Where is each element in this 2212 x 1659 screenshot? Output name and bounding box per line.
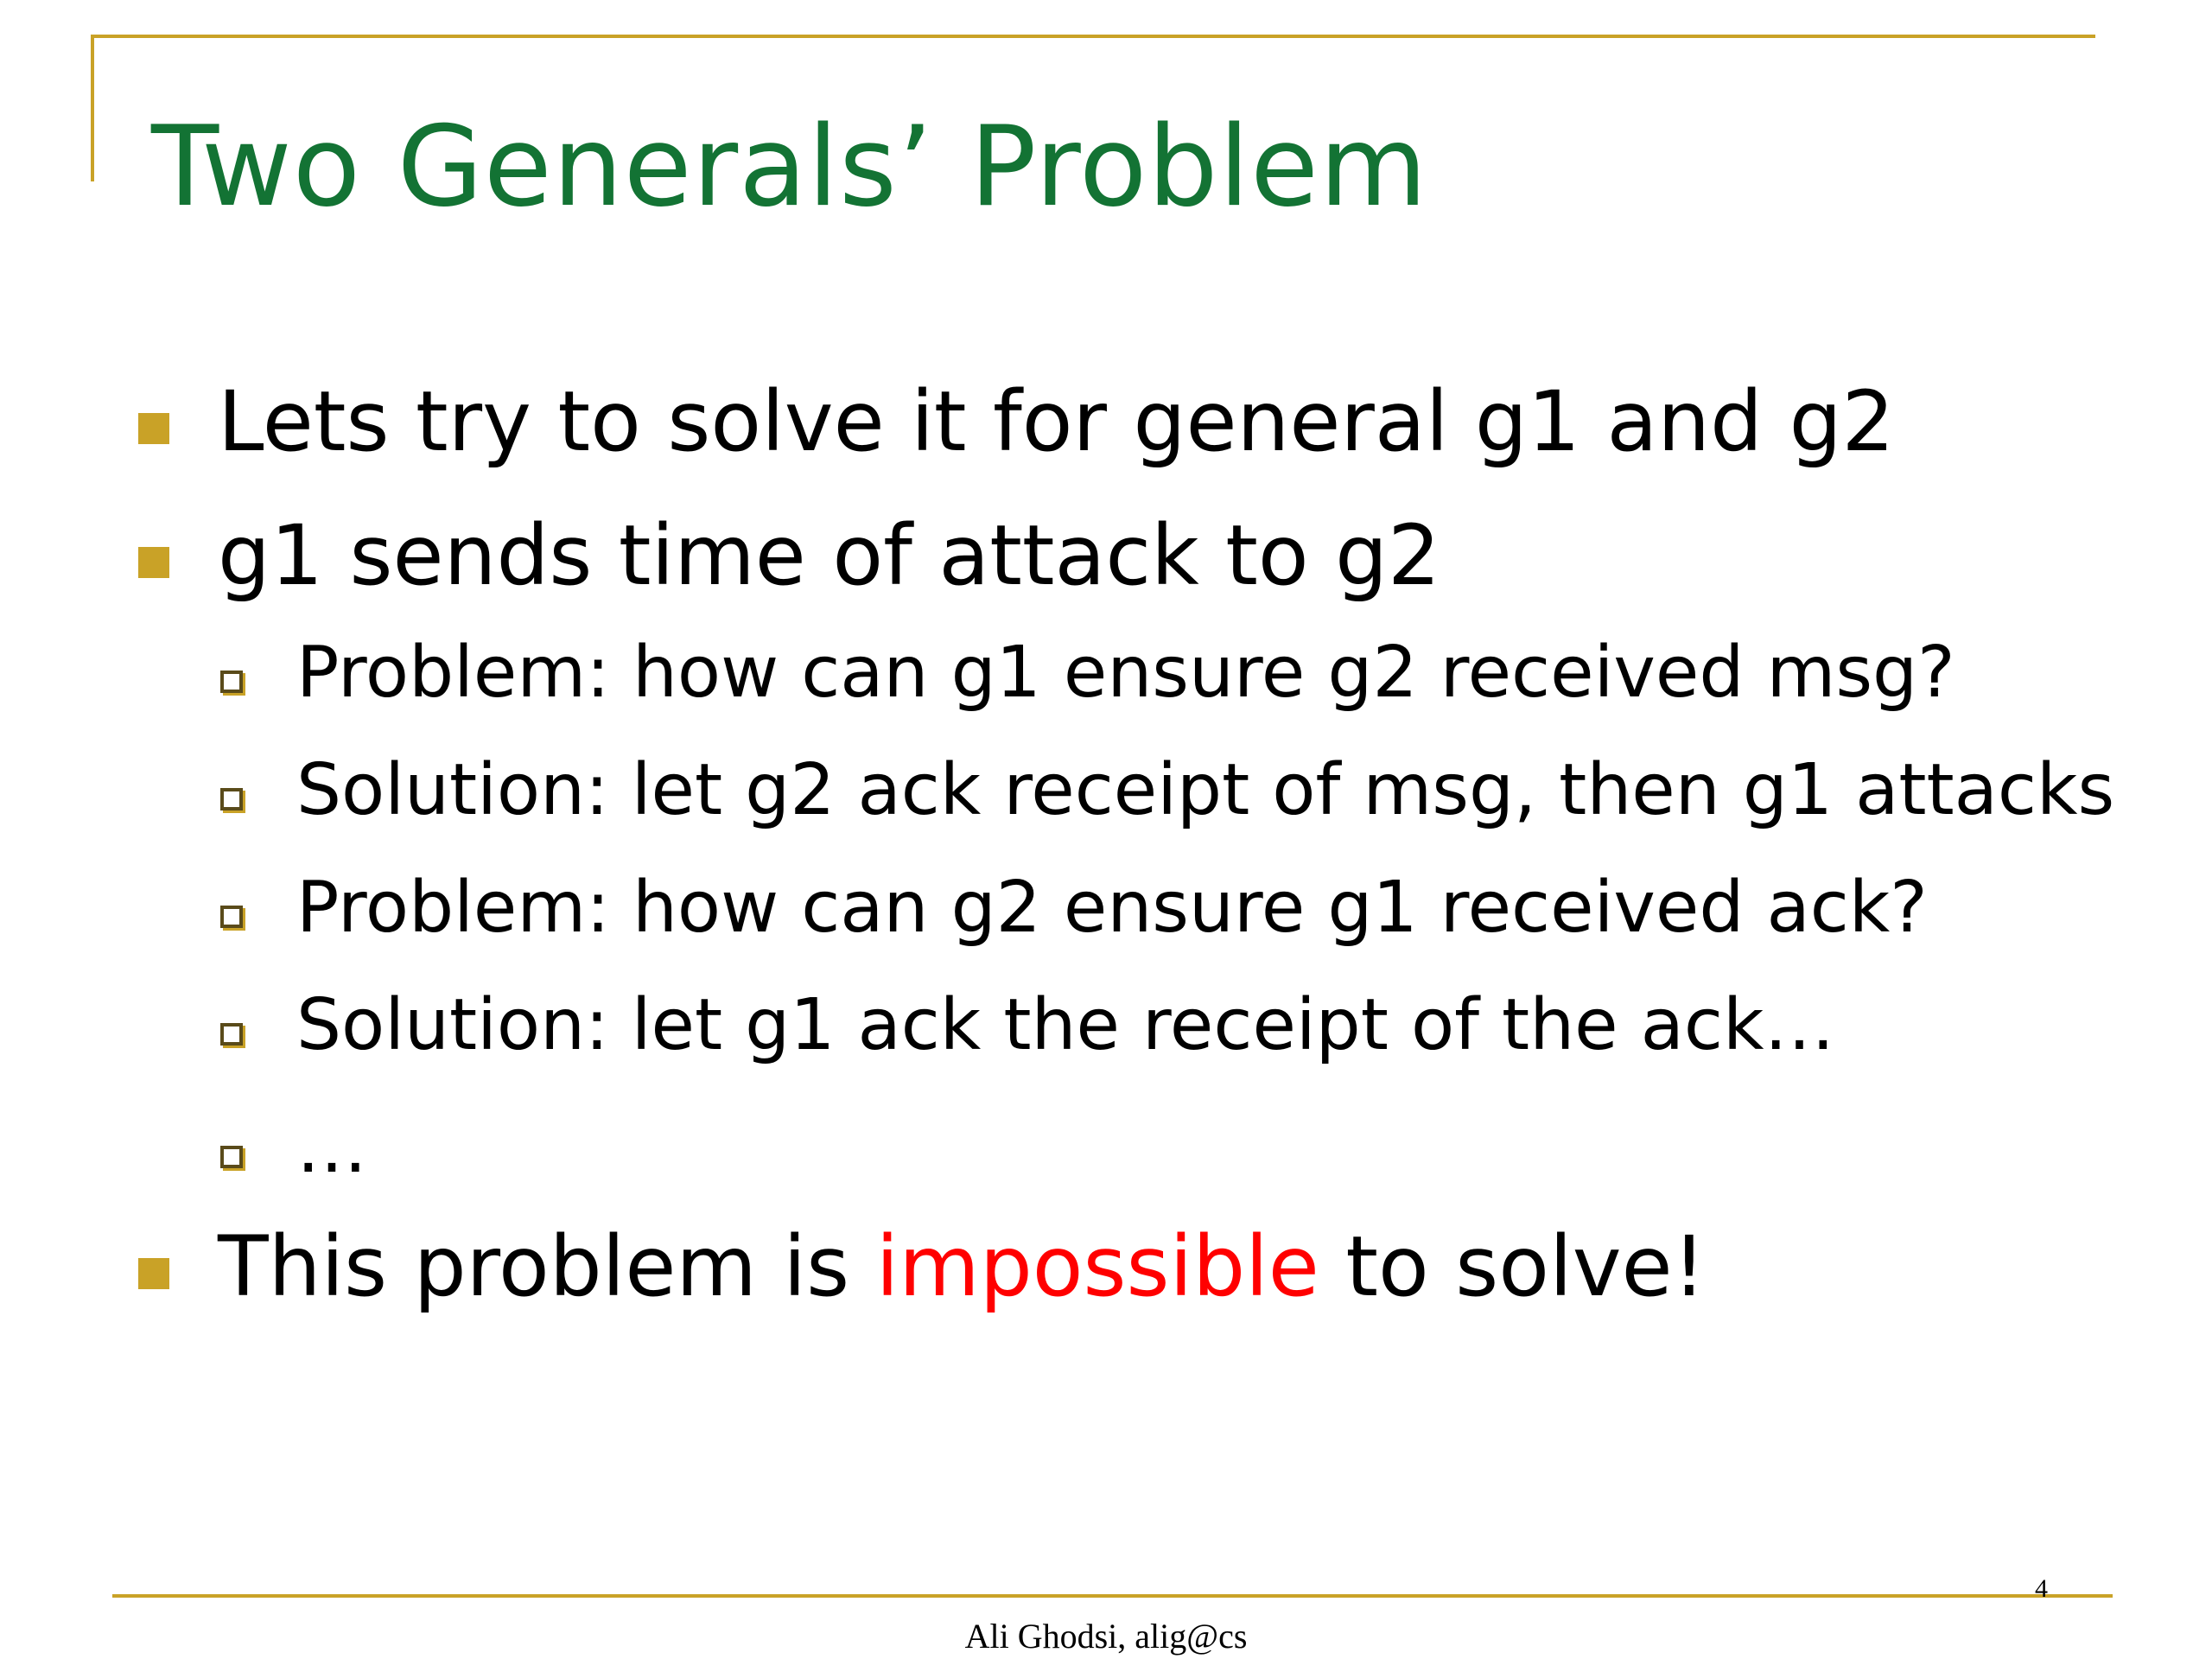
hollow-square-bullet-icon [220,788,243,810]
footer-rule [112,1594,2113,1598]
conclusion-before: This problem is [218,1218,876,1315]
hollow-square-bullet-icon [220,1023,243,1046]
square-bullet-icon [138,413,169,444]
sub-bullet-text: Problem: how can g1 ensure g2 received msg? [296,632,1955,714]
square-bullet-icon [138,547,169,578]
sub-bullet-text: Problem: how can g2 ensure g1 received ack? [296,867,1928,949]
sub-bullet-text: … [296,1107,367,1189]
hollow-square-bullet-icon [220,906,243,928]
bullet-text: g1 sends time of attack to g2 [218,507,1441,604]
conclusion-after: to solve! [1319,1218,1707,1315]
page-number: 4 [2035,1574,2048,1603]
bullet-text: Lets try to solve it for general g1 and g2 [218,373,1895,470]
sub-bullet-text: Solution: let g2 ack receipt of msg, then g1 attacks [296,749,2115,831]
conclusion-highlight: impossible [875,1218,1319,1315]
footer-author: Ali Ghodsi, alig@cs [964,1617,1248,1656]
slide-title: Two Generals’ Problem [151,103,1428,232]
conclusion-text [218,1218,1707,1315]
hollow-square-bullet-icon [220,1146,243,1168]
square-bullet-icon [138,1258,169,1289]
hollow-square-bullet-icon [220,671,243,693]
sub-bullet-text: Solution: let g1 ack the receipt of the ack… [296,984,1835,1066]
